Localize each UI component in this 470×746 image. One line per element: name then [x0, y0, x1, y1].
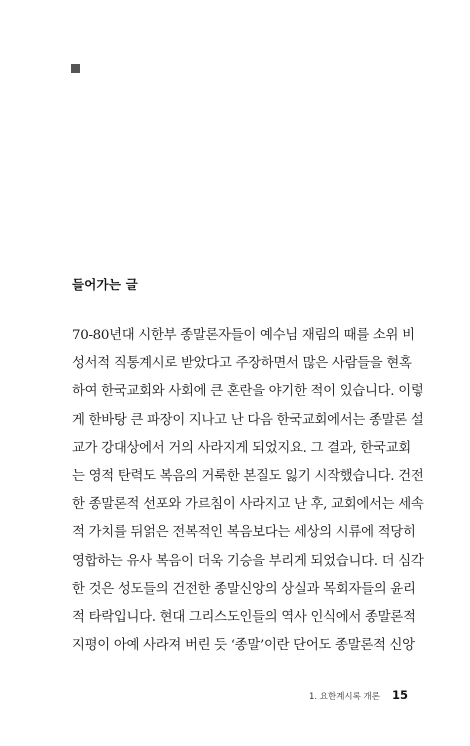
section-marker-square	[71, 64, 80, 73]
body-line: 게 한바탕 큰 파장이 지나고 난 다음 한국교회에서는 종말론 설	[72, 412, 424, 428]
section-title: 들어가는 글	[72, 277, 138, 292]
page-footer	[309, 688, 408, 702]
body-text	[72, 322, 424, 660]
body-line: 는 영적 탄력도 복음의 거룩한 본질도 잃기 시작했습니다. 건전	[72, 468, 424, 484]
body-line: 하여 한국교회와 사회에 큰 혼란을 야기한 적이 있습니다. 이렇	[72, 384, 424, 400]
body-line: 적 타락입니다. 현대 그리스도인들의 역사 인식에서 종말론적	[72, 609, 416, 625]
body-line: 지평이 아예 사라져 버린 듯 ‘종말’이란 단어도 종말론적 신앙	[72, 638, 415, 654]
body-line: 교가 강대상에서 거의 사라지게 되었지요. 그 결과, 한국교회	[72, 440, 411, 456]
body-line: 70-80년대 시한부 종말론자들이 예수님 재림의 때를 소위 비	[72, 328, 415, 343]
page-number: 15	[391, 688, 408, 702]
body-line: 한 것은 성도들의 건전한 종말신앙의 상실과 목회자들의 윤리	[72, 581, 416, 597]
body-line: 적 가치를 뒤얽은 전복적인 복음보다는 세상의 시류에 적당히	[72, 525, 416, 541]
running-footer-chapter: 1. 요한계시록 개론	[308, 692, 380, 702]
body-line: 성서적 직통계시로 받았다고 주장하면서 많은 사람들을 현혹	[72, 356, 412, 372]
body-line: 한 종말론적 선포와 가르침이 사라지고 난 후, 교회에서는 세속	[72, 497, 424, 513]
body-line: 영합하는 유사 복음이 더욱 기승을 부리게 되었습니다. 더 심각	[72, 553, 424, 569]
